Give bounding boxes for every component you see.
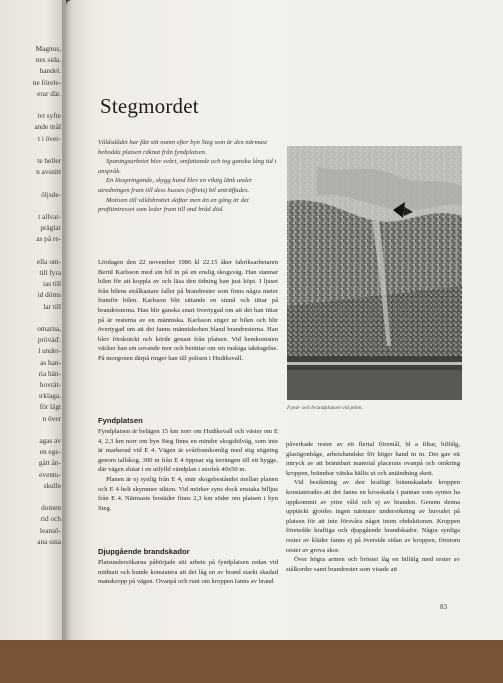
left-page bbox=[0, 0, 66, 640]
body-paragraph: påverkade rester av ett flertal föremål, bl a filtar, bilfälg, glasögonbåge, arbetshandske för höger hand m m. Det gav ett intryck av att brännbart material placerats ovanpå och omkring kroppen, brännbar vätska hällts ut och antändning skett. bbox=[286, 441, 460, 477]
forest-aerial-image bbox=[287, 146, 462, 400]
left-page-line: pröváď. bbox=[37, 335, 61, 345]
left-page-line: nes sida. bbox=[35, 55, 61, 65]
left-page-line: ivt syfte bbox=[37, 111, 61, 121]
left-page-line: skulle bbox=[43, 480, 61, 490]
body-paragraph: Planen är ej synlig från E 4, enär skogsbeståndet mellan planen och E 4 helt skymmer sikten. Vid mörker syns dock enstaka billjus från E 4. Närmaste bostäder finns 2,3 km söder om platsen i byn Steg. bbox=[98, 475, 278, 512]
left-page-line: t i över- bbox=[38, 133, 61, 143]
left-page-line: te heller bbox=[37, 156, 61, 165]
body-paragraph: Platsundersökarna påbörjade sitt arbete på fyndplatsen redan vid midnatt och kunde konstatera att det låg en av brand starkt skadad manskropp på vägen. Ovanpå och runt om kroppen fanns av brand bbox=[98, 559, 278, 586]
left-page-line: handel. bbox=[39, 66, 61, 76]
left-page-line: öljsde- bbox=[41, 189, 61, 199]
left-page-line: ana sina bbox=[37, 536, 61, 546]
page-title: Stegmordet bbox=[100, 94, 199, 118]
left-page-line: l under- bbox=[38, 346, 61, 356]
body-paragraph: Över högra armen och bröstet låg en bilfälg med rester av stålkorder samt brandrester som visade att bbox=[286, 556, 460, 573]
left-page-line: omarna, bbox=[37, 324, 61, 333]
subheading-brandskador: Djupgående brandskador bbox=[98, 547, 190, 556]
left-page-line: id döms bbox=[37, 290, 61, 300]
left-page-line: Magnus, bbox=[35, 44, 61, 53]
left-page-line: as han- bbox=[40, 357, 61, 367]
body-column-2 bbox=[98, 427, 278, 513]
left-page-line: ella om- bbox=[36, 256, 61, 266]
book-gutter bbox=[62, 0, 72, 640]
left-page-line: präglar bbox=[40, 223, 61, 233]
left-page-line: n avsnitt bbox=[36, 167, 61, 177]
left-page-line: gått ån- bbox=[38, 458, 61, 468]
left-page-line: as på re- bbox=[36, 234, 61, 244]
left-page-line: ne förele- bbox=[32, 77, 61, 87]
body-paragraph: Vid besiktning av den kraftigt brännskadade kroppen konstaterades att det fanns en krosskada i pannan som syntes ha uppkommit av yttre våld och ej av branden. Genom denna upptäckt gjordes ingen närmare undersökning av huvudet på platsen för att inte försvåra något inom obduktionen. Kroppen företedde kraftiga och djupgående brandskador. Några synliga rester av kläder fanns ej på överside sidan av kroppen, förutom rester av grova skor. bbox=[286, 479, 460, 554]
body-paragraph: Lördagen den 22 november 1986 kl 22.15 åker fabriksarbetaren Bertil Karlsson med sin bil in på en enslig skogsväg. Han stannar bilen för att koppla av och läsa den tidning han just köpt. I ljuset från bilens strålkastare faller på brandrester som finns några meter framför bilen. Karlsson blir sittande en stund och tittar på brandresterna. Han blir ganska snart övertygad om att det han tittar på är resterna av en människa. Karlsson stiger ur bilen och blir övertygad om att det fanns människoben bland brandresterna. Han blev förskräckt och körde genast från platsen. Vid hemkomsten väcker han sin sovande mor och berättar om sin ruskiga iakttagelse. På morgonen därpå ringer han till polisen i Hudiksvall. bbox=[98, 259, 278, 362]
left-page-line: t allvar- bbox=[38, 212, 61, 221]
intro-paragraph: Motiven till våldsbrottet skiftar men än en gång är det profitintresset som leder fram till ond bråd död. bbox=[98, 196, 249, 214]
left-page-line: domen bbox=[41, 503, 61, 513]
left-page-line: ırklaga. bbox=[38, 391, 61, 401]
left-page-line: ria hän- bbox=[38, 368, 61, 378]
left-page-line: agas av bbox=[39, 436, 61, 445]
left-page-line: rid och bbox=[40, 514, 61, 524]
left-page-line: hovrät- bbox=[39, 380, 61, 389]
left-page-line: lar till bbox=[43, 301, 61, 311]
left-page-line: eventu- bbox=[39, 469, 61, 479]
photo-caption: Fynd- och brandplatsen vid pilen. bbox=[287, 405, 363, 411]
body-column-3 bbox=[98, 558, 278, 587]
body-paragraph: Fyndplatsen är belägen 15 km norr om Hudiksvall och väster om E 4, 2,3 km norr om byn Steg finns en mindre skogsbilväg, som inte är markerad vid E 4. Vägen är svårframkomlig med stig stigning genom tallskog. 300 m från E 4 öppnar sig terrängen till ett hygge, där vägen slutar i en utfylld vändplan i storlek 40x50 m. bbox=[98, 428, 278, 474]
left-page-line: till fyra bbox=[39, 268, 61, 277]
left-page-line: n över bbox=[42, 413, 61, 423]
left-page-line: leansö- bbox=[39, 525, 61, 535]
left-page-line: ias till bbox=[42, 279, 61, 289]
intro-paragraph: Spaningsarbetet blev svårt, omfattande och tog ganska lång tid i anspråk. bbox=[98, 158, 277, 175]
page-number: 83 bbox=[440, 603, 447, 611]
left-page-line: erar där. bbox=[37, 88, 61, 98]
subheading-fyndplatsen: Fyndplatsen bbox=[98, 416, 143, 425]
intro-paragraph: Våldsdådet har fått sitt namn efter byn Steg som är den närmast bebodda platsen räknat från fyndplatsen. bbox=[98, 139, 268, 156]
left-page-line: ande mål bbox=[34, 122, 61, 132]
left-page-line: för lägt bbox=[39, 402, 61, 412]
intro-paragraph: En lösspringande, skygg hund blev en viktig länk under utredningen fram till dess husses (offrets) bil anträffades. bbox=[98, 177, 253, 194]
body-column-1 bbox=[98, 258, 278, 364]
aerial-photo bbox=[287, 146, 462, 400]
body-column-right bbox=[286, 440, 460, 574]
intro-text bbox=[98, 138, 278, 215]
left-page-line: en ege- bbox=[39, 447, 61, 457]
